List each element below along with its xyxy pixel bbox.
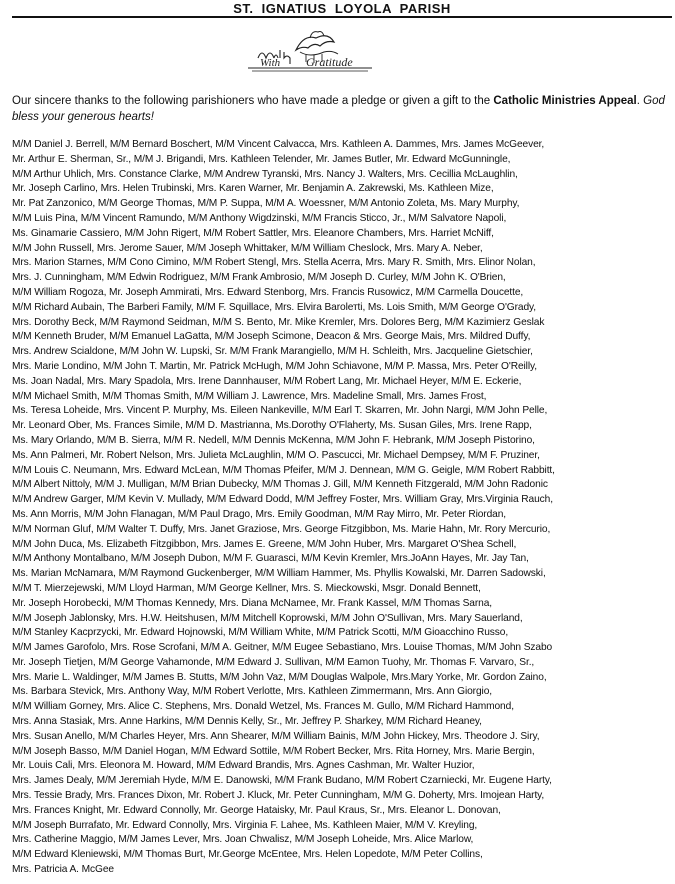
- donor-line: M/M Joseph Basso, M/M Daniel Hogan, M/M Edward Sottile, M/M Robert Becker, Mrs. Rita Horney, Mrs. Marie Bergin,: [12, 745, 535, 757]
- blessing-text: God bless your generous hearts!: [12, 95, 665, 123]
- donor-line: M/M Albert Nittoly, M/M J. Mulligan, M/M Brian Dubecky, M/M Thomas J. Gill, M/M Kenneth Fitzgerald, M/M John Radonic: [12, 479, 548, 491]
- donor-line: Ms. Teresa Loheide, Mrs. Vincent P. Murphy, Ms. Eileen Nankeville, M/M Earl T. Skarren, Mr. John Nargi, M/M John Pelle,: [12, 405, 548, 417]
- donor-line: Mrs. Susan Anello, M/M Charles Heyer, Mrs. Ann Shearer, M/M William Bainis, M/M John Hickey, Mrs. Theodore J. Siry,: [12, 730, 540, 742]
- donor-line: M/M Norman Gluf, M/M Walter T. Duffy, Mrs. Janet Graziose, Mrs. George Fitzgibbon, Ms. Marie Hahn, Mr. Rory Mercurio,: [12, 523, 551, 535]
- donor-line: Mr. Joseph Horobecki, M/M Thomas Kennedy, Mrs. Diana McNamee, Mr. Frank Kassel, M/M Thomas Sarna,: [12, 597, 493, 609]
- donor-line: Mrs. Marion Starnes, M/M Cono Cimino, M/M Robert Stengl, Mrs. Stella Acerra, Mrs. Mary R. Smith, Mrs. Elinor Nolan,: [12, 257, 536, 269]
- donor-line: Mrs. J. Cunningham, M/M Edwin Rodriguez, M/M Frank Ambrosio, M/M Joseph D. Curley, M/M John K. O'Brien,: [12, 272, 506, 284]
- gratitude-logo: [244, 28, 376, 80]
- appeal-name: Catholic Ministries Appeal: [493, 95, 637, 107]
- donor-line: Ms. Joan Nadal, Mrs. Mary Spadola, Mrs. Irene Dannhauser, M/M Robert Lang, Mr. Michael Heyer, M/M E. Eckerie,: [12, 375, 522, 387]
- donor-line: Mrs. Tessie Brady, Mrs. Frances Dixon, Mr. Robert J. Kluck, Mr. Peter Cunningham, M/M G. Doherty, Mrs. Imojean Harty,: [12, 790, 545, 802]
- donor-line: Ms. Mary Orlando, M/M B. Sierra, M/M R. Nedell, M/M Dennis McKenna, M/M John F. Hebrank, M/M Joseph Pistorino,: [12, 434, 535, 446]
- donor-line: M/M Michael Smith, M/M Thomas Smith, M/M William J. Lawrence, Mrs. Madeline Small, Mrs. James Frost,: [12, 390, 487, 402]
- donor-list: [12, 138, 675, 878]
- donor-line: M/M Anthony Montalbano, M/M Joseph Dubon, M/M F. Guarasci, M/M Kevin Kremler, Mrs.JoAnn Hayes, Mr. Jay Tan,: [12, 553, 529, 565]
- donor-line: M/M Daniel J. Berrell, M/M Bernard Boschert, M/M Vincent Calvacca, Mrs. Kathleen A. Dammes, Mrs. James McGeever,: [12, 139, 545, 150]
- donor-line: Ms. Barbara Stevick, Mrs. Anthony Way, M/M Robert Verlotte, Mrs. Kathleen Zimmermann, Mrs. Ann Giorgio,: [12, 686, 492, 698]
- donor-line: Mrs. Patricia A. McGee: [12, 864, 114, 876]
- donor-line: M/M Joseph Burrafato, Mr. Edward Connolly, Mrs. Virginia F. Lahee, Ms. Kathleen Maier, M/M V. Kreyling,: [12, 819, 478, 831]
- donor-line: M/M Luis Pina, M/M Vincent Ramundo, M/M Anthony Wigdzinski, M/M Francis Sticco, Jr., M/M Salvatore Napoli,: [12, 212, 507, 224]
- donor-line: M/M Kenneth Bruder, M/M Emanuel LaGatta, M/M Joseph Scimone, Deacon & Mrs. George Mais, Mrs. Mildred Duffy,: [12, 331, 531, 343]
- donor-line: Mrs. Frances Knight, Mr. Edward Connolly, Mr. George Hataisky, Mr. Paul Kraus, Sr., Mrs. Eleanor L. Donovan,: [12, 804, 501, 816]
- donor-line: Mr. Pat Zanzonico, M/M George Thomas, M/M P. Suppa, M/M A. Woessner, M/M Antonio Zoleta, Ms. Mary Murphy,: [12, 198, 520, 210]
- svg-text:With: With: [260, 57, 281, 69]
- donor-line: M/M Louis C. Neumann, Mrs. Edward McLean, M/M Thomas Pfeifer, M/M J. Dennean, M/M G. Geigle, M/M Robert Rabbitt,: [12, 464, 555, 476]
- donor-line: M/M William Rogoza, Mr. Joseph Ammirati, Mrs. Edward Stenborg, Mrs. Francis Rusowicz, M/M Carmella Doucette,: [12, 286, 524, 298]
- donor-line: M/M James Garofolo, Mrs. Rose Scrofani, M/M A. Geitner, M/M Eugee Sebastiano, Mrs. Louise Thomas, M/M John Szabo: [12, 642, 553, 654]
- donor-line: Mr. Joseph Carlino, Mrs. Helen Trubinski, Mrs. Karen Warner, Mr. Benjamin A. Zakrewski, Ms. Kathleen Mize,: [12, 183, 494, 195]
- intro-text: Our sincere thanks to the following parishioners who have made a pledge or given a gift to the: [12, 95, 494, 107]
- donor-line: Mrs. Marie Londino, M/M John T. Martin, Mr. Patrick McHugh, M/M John Schiavone, M/M P. Massa, Mrs. Peter O'Reilly,: [12, 360, 537, 372]
- donor-line: Mr. Louis Cali, Mrs. Eleonora M. Howard, M/M Edward Brandis, Mrs. Agnes Cashman, Mr. Walter Huzior,: [12, 760, 475, 772]
- donor-line: M/M Richard Aubain, The Barberi Family, M/M F. Squillace, Mrs. Elvira Barolетti, Ms. Lois Smith, M/M George O'Grady,: [12, 301, 537, 313]
- donor-line: Ms. Ginamarie Cassiero, M/M John Rigert, M/M Robert Sattler, Mrs. Eleanore Chambers, Mrs. Harriet McNiff,: [12, 227, 494, 239]
- donor-line: Mrs. James Dealy, M/M Jeremiah Hyde, M/M E. Danowski, M/M Frank Budano, M/M Robert Czarniecki, Mr. Eugene Harty,: [12, 775, 552, 787]
- donor-line: Mrs. Anna Stasiak, Mrs. Anne Harkins, M/M Dennis Kelly, Sr., Mr. Jeffrey P. Sharkey, M/M Richard Heaney,: [12, 716, 482, 728]
- page-header: [12, 0, 672, 18]
- donor-line: Mr. Arthur E. Sherman, Sr., M/M J. Brigandi, Mrs. Kathleen Telender, Mr. James Butler, Mr. Edward McGunningle,: [12, 153, 511, 165]
- donor-line: Mrs. Andrew Scialdone, M/M John W. Lupski, Sr. M/M Frank Marangiello, M/M H. Schleith, Mrs. Jacqueline Gietschier,: [12, 346, 533, 358]
- donor-line: Mrs. Dorothy Beck, M/M Raymond Seidman, M/M S. Bento, Mr. Mike Kremler, Mrs. Dolores Berg, M/M Kazimierz Geslak: [12, 316, 545, 328]
- parish-title: ST. IGNATIUS LOYOLA PARISH: [233, 1, 451, 16]
- intro-paragraph: [12, 93, 667, 125]
- donor-line: M/M Stanley Kacprzycki, Mr. Edward Hojnowski, M/M William White, M/M Patrick Scotti, M/M Gioacchino Russo,: [12, 627, 509, 639]
- gratitude-logo-icon: [244, 28, 376, 80]
- donor-line: Ms. Marian McNamara, M/M Raymond Guckenberger, M/M William Hammer, Ms. Phyllis Kowalski, Mr. Darren Sadowski,: [12, 568, 546, 580]
- donor-line: Mrs. Catherine Maggio, M/M James Lever, Mrs. Joan Chwalisz, M/M Joseph Loheide, Mrs. Alice Marlow,: [12, 834, 474, 846]
- donor-line: M/M Andrew Garger, M/M Kevin V. Mullady, M/M Edward Dodd, M/M Jeffrey Foster, Mrs. William Gray, Mrs.Virginia Rauch,: [12, 494, 553, 506]
- donor-line: M/M Joseph Jablonsky, Mrs. H.W. Heitshusen, M/M Mitchell Koprowski, M/M John O'Sullivan, Mrs. Mary Sauerland,: [12, 612, 523, 624]
- intro-after: .: [636, 95, 644, 107]
- donor-line: M/M John Duca, Ms. Elizabeth Fitzgibbon, Mrs. James E. Greene, M/M John Huber, Mrs. Margaret O'Shea Schell,: [12, 538, 517, 550]
- donor-line: M/M Edward Kleniewski, M/M Thomas Burt, Mr.George McEntee, Mrs. Helen Lopedote, M/M Peter Collins,: [12, 849, 483, 861]
- svg-text:Gratitude: Gratitude: [306, 55, 353, 69]
- donor-line: Mrs. Marie L. Waldinger, M/M James B. Stutts, M/M John Vaz, M/M Douglas Walpole, Mrs.Mary Yorke, Mr. Gordon Zaino,: [12, 671, 547, 683]
- donor-line: M/M Arthur Uhlich, Mrs. Constance Clarke, M/M Andrew Tyranski, Mrs. Nancy J. Walters, Mrs. Cecillia McLaughlin,: [12, 168, 518, 180]
- donor-line: Ms. Ann Palmeri, Mr. Robert Nelson, Mrs. Julieta McLaughlin, M/M O. Pascucci, Mr. Michael Dempsey, M/M F. Pruziner,: [12, 449, 540, 461]
- donor-line: M/M William Gorney, Mrs. Alice C. Stephens, Mrs. Donald Wetzel, Ms. Frances M. Gullo, M/M Richard Hammond,: [12, 701, 514, 713]
- donor-line: M/M John Russell, Mrs. Jerome Sauer, M/M Joseph Whittaker, M/M William Cheslock, Mrs. Mary A. Neber,: [12, 242, 483, 254]
- donor-line: Mr. Joseph Tietjen, M/M George Vahamonde, M/M Edward J. Sullivan, M/M Eamon Tuohy, Mr. Thomas F. Varvaro, Sr.,: [12, 656, 535, 668]
- donor-line: Mr. Leonard Ober, Ms. Frances Simile, M/M D. Mastrianna, Ms.Dorothy O'Flaherty, Ms. Susan Giles, Mrs. Irene Rapp,: [12, 420, 532, 432]
- donor-line: Ms. Ann Morris, M/M John Flanagan, M/M Paul Drago, Mrs. Emily Goodman, M/M Ray Mirro, Mr. Peter Riordan,: [12, 508, 507, 520]
- donor-line: M/M T. Mierzejewski, M/M Lloyd Harman, M/M George Kellner, Mrs. S. Mieckowski, Msgr. Donald Bennett,: [12, 582, 481, 594]
